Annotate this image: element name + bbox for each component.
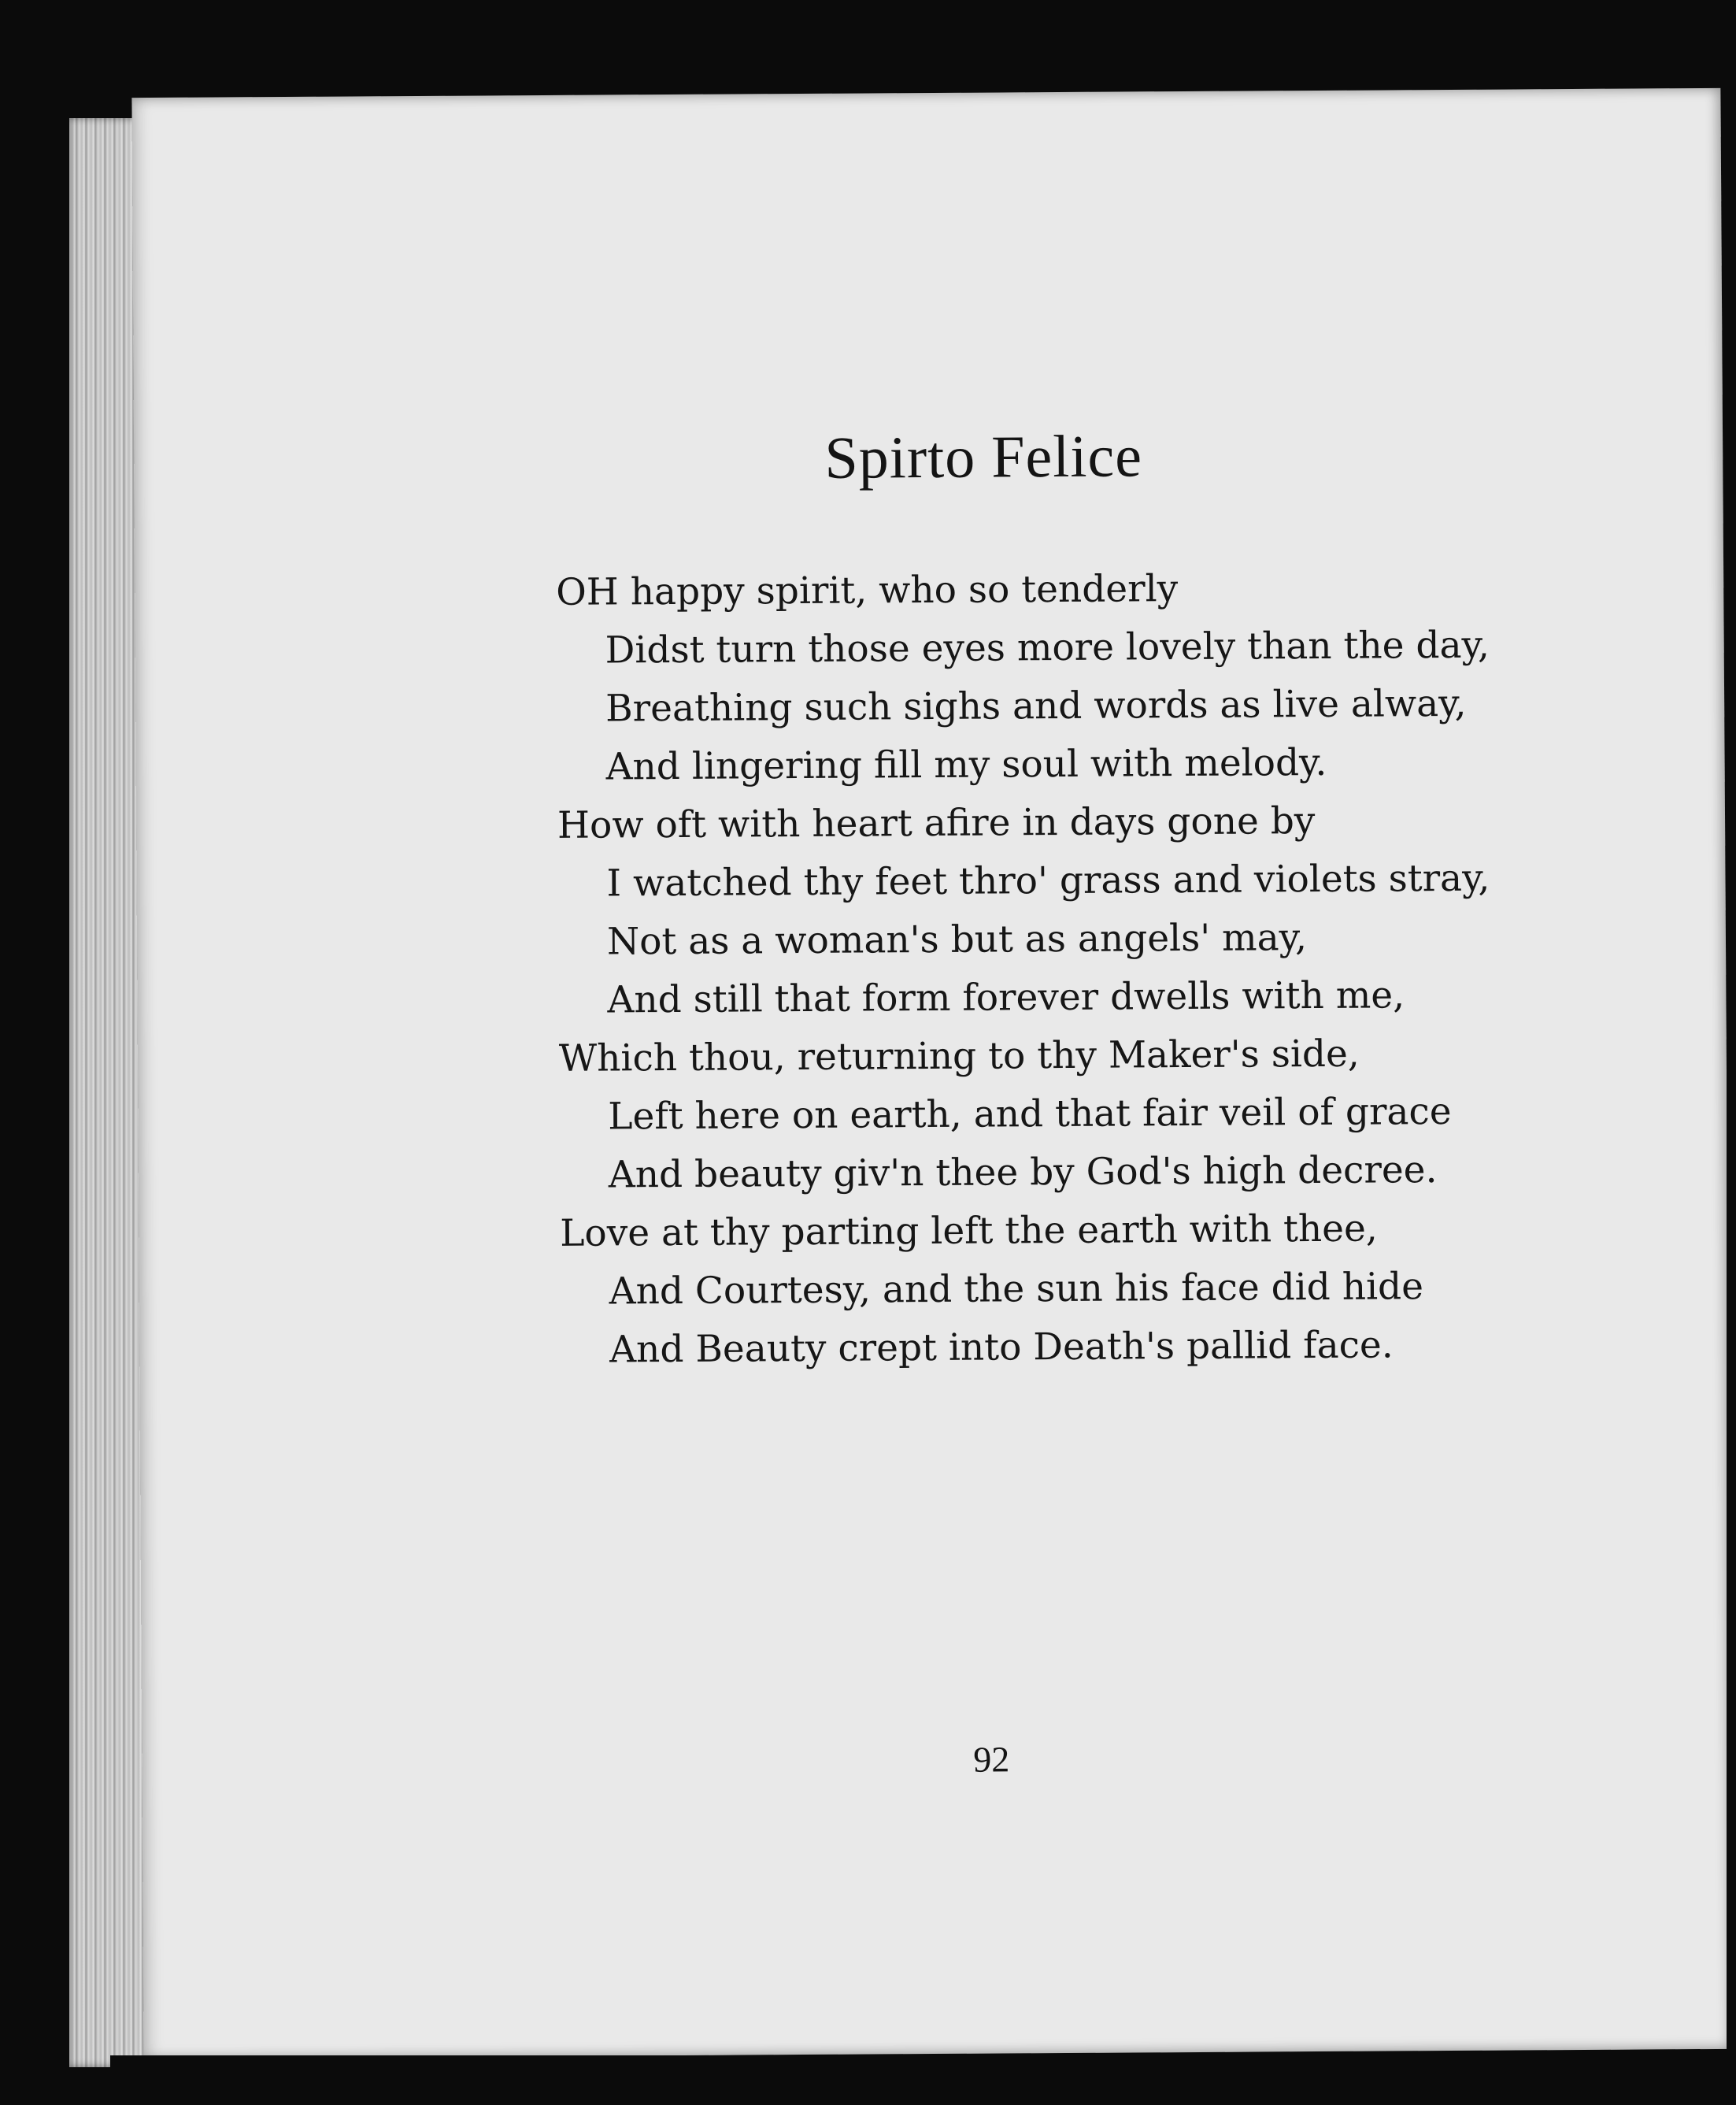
poem-line: Love at thy parting left the earth with thee, — [560, 1206, 1378, 1255]
page-number: 92 — [973, 1739, 1010, 1780]
scan-border-bottom — [110, 2055, 1736, 2105]
poem-line: Didst turn those eyes more lovely than the day, — [605, 623, 1490, 673]
poem-title: Spirto Felice — [824, 423, 1143, 491]
poem-line: Which thou, returning to thy Maker's side, — [558, 1032, 1360, 1080]
poem-line: I watched thy feet thro' grass and violets stray, — [606, 856, 1490, 906]
poem-line: OH happy spirit, who so tenderly — [556, 567, 1179, 614]
poem-body — [556, 558, 1494, 1380]
poem-line: And Beauty crept into Death's pallid face. — [609, 1323, 1394, 1372]
poem-line: How oft with heart afire in days gone by — [557, 799, 1316, 847]
book-page — [131, 88, 1732, 2059]
poem-line: Breathing such sighs and words as live alway, — [605, 681, 1467, 731]
scan-border-right — [1727, 91, 1736, 2059]
poem-line: And beauty giv'n thee by God's high decree. — [608, 1148, 1438, 1197]
poem-line: And Courtesy, and the sun his face did hide — [609, 1265, 1424, 1314]
poem-line: Left here on earth, and that fair veil of grace — [608, 1089, 1452, 1139]
poem-line: Not as a woman's but as angels' may, — [606, 916, 1308, 964]
poem-line: And still that form forever dwells with me, — [607, 973, 1405, 1022]
poem-line: And lingering fill my soul with melody. — [605, 740, 1327, 789]
